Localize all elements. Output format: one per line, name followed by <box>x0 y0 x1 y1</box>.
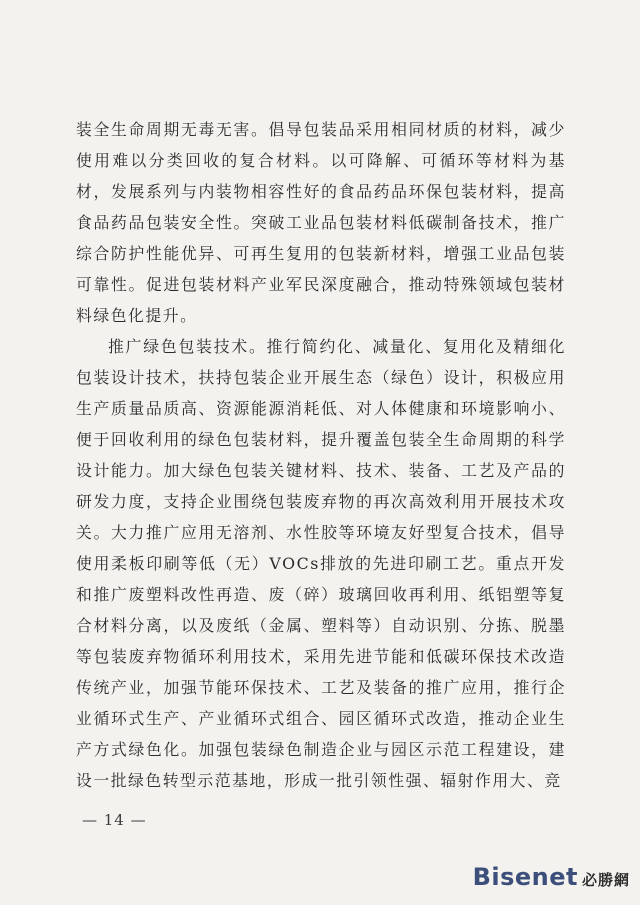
site-watermark-logo <box>473 863 630 891</box>
watermark-chinese: 必勝網 <box>581 871 630 889</box>
paragraph-2: 推广绿色包装技术。推行简约化、减量化、复用化及精细化包装设计技术，扶持包装企业开展生态（绿色）设计，积极应用生产质量品质高、资源能源消耗低、对人体健康和环境影响小、便于回收利用的绿色包装材料，提升覆盖包装全生命周期的科学设计能力。加大绿色包装关键材料、技术、装备、工艺及产品的研发力度，支持企业围绕包装废弃物的再次高效利用开展技术攻关。大力推广应用无溶剂、水性胶等环境友好型复合技术，倡导使用柔板印刷等低（无）VOCs排放的先进印刷工艺。重点开发和推广废塑料改性再造、废（碎）玻璃回收再利用、纸铝塑等复合材料分离，以及废纸（金属、塑料等）自动识别、分拣、脱墨等包装废弃物循环利用技术，采用先进节能和低碳环保技术改造传统产业，加强节能环保技术、工艺及装备的推广应用，推行企业循环式生产、产业循环式组合、园区循环式改造，推动企业生产方式绿色化。加强包装绿色制造企业与园区示范工程建设，建设一批绿色转型示范基地，形成一批引领性强、辐射作用大、竞 <box>76 337 566 790</box>
body-text <box>76 114 566 796</box>
page-number: — 14 — <box>82 811 147 829</box>
watermark-latin: Bisenet <box>472 863 578 891</box>
paragraph-1: 装全生命周期无毒无害。倡导包装品采用相同材质的材料，减少使用难以分类回收的复合材料。以可降解、可循环等材料为基材，发展系列与内装物相容性好的食品药品环保包装材料，提高食品药品包装安全性。突破工业品包装材料低碳制备技术，推广综合防护性能优异、可再生复用的包装新材料，增强工业品包装可靠性。促进包装材料产业军民深度融合，推动特殊领域包装材料绿色化提升。 <box>76 120 566 325</box>
